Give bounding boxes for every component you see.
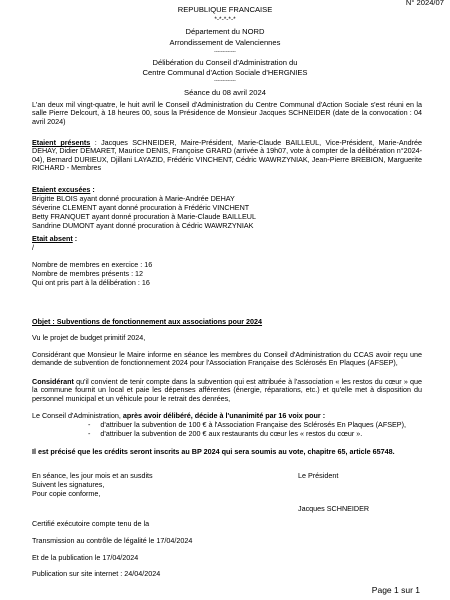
document-number: N° 2024/07 (405, 0, 444, 7)
bullet-item: - d'attribuer la subvention de 200 € aux restaurants du cœur les « restos du cœur ». (88, 429, 363, 438)
seance-date: Séance du 08 avril 2024 (184, 88, 266, 97)
presents-label: Etaient présents (32, 138, 91, 147)
budget-note: Il est précisé que les crédits seront inscrits au BP 2024 qui sera soumis au vote, chapitre 65, article 65748. (32, 447, 395, 456)
absent-heading: Etait absent : (32, 234, 78, 243)
header-title-2: Centre Communal d'Action Sociale d'HERGNIES (142, 68, 308, 77)
count-line: Qui ont pris part à la délibération : 16 (32, 278, 150, 287)
absent-label: Etait absent (32, 234, 73, 243)
closing-line-1: En séance, les jour mois et an susdits (32, 471, 153, 480)
count-line: Nombre de membres en exercice : 16 (32, 260, 153, 269)
absent-value: / (32, 243, 34, 252)
excuse-line: Sandrine DUMONT ayant donné procuration à Cédric WAWRZYNIAK (32, 221, 254, 230)
closing-line-2: Suivent les signatures, (32, 480, 105, 489)
decision-line: Le Conseil d'Administration, après avoir délibéré, décide à l'unanimité par 16 voix pour : (32, 411, 326, 420)
considerant-2-text: qu'il convient de tenir compte dans la subvention qui est attribuée à l'association « les restos du cœur » que la commune fournit un local et paie les dépenses afférentes (énergie, réparations, etc.) et qu'elle met à disposition du personnel municipal et un véhicule pour le retrait des denrées, (32, 377, 422, 403)
header-stars: *-*-*-*-* (214, 16, 236, 23)
cert-line-4: Publication sur site internet : 24/04/2024 (32, 569, 161, 578)
vu-line: Vu le projet de budget primitif 2024, (32, 333, 146, 342)
header-separator-1: ------------- (214, 49, 236, 55)
considerant-1: Considérant que Monsieur le Maire informe en séance les membres du Conseil d'Administration du CCAS avoir reçu une demande de subvention de fonctionnement 2024 pour l'Association Française des Sclérosés En Plaques (AFSEP), (32, 350, 422, 368)
header-separator-2: ------------- (214, 78, 236, 84)
considerant-2-label: Considérant (32, 377, 74, 386)
header-departement: Département du NORD (185, 27, 265, 36)
excuse-line: Séverine CLEMENT ayant donné procuration à Frédéric VINCHENT (32, 203, 250, 212)
page-footer: Page 1 sur 1 (371, 585, 420, 595)
closing-line-3: Pour copie conforme, (32, 489, 101, 498)
objet-heading: Objet : Subventions de fonctionnement aux associations pour 2024 (32, 317, 263, 326)
president-label: Le Président (298, 471, 339, 480)
excuses-label: Etaient excusées (32, 185, 91, 194)
header-title-1: Délibération du Conseil d'Administration du (152, 58, 298, 67)
considerant-2 (32, 378, 422, 403)
bullet-item: - d'attribuer la subvention de 100 € à l'Association Française des Sclérosés En Plaques (AFSEP), (88, 420, 406, 429)
presents-text: : Jacques SCHNEIDER, Maire-Président, Marie-Claude BAILLEUL, Vice-Président, Marie-Andrée DEHAY, Didier DEMARET, Maurice DENIS, Françoise GRARD (arrivée à 19h07, vote à compter de la délibération n°2024-04), Bernard DURIEUX, Djillani LAYAZID, Frédéric VINCHENT, Cédric WAWRZYNIAK, Jean-Pierre BREBION, Marguerite RICHARD - Membres (32, 138, 423, 172)
cert-line-3: Et de la publication le 17/04/2024 (32, 553, 139, 562)
president-name: Jacques SCHNEIDER (298, 504, 370, 513)
count-line: Nombre de membres présents : 12 (32, 269, 144, 278)
excuse-line: Betty FRANQUET ayant donné procuration à Marie-Claude BAILLEUL (32, 212, 256, 221)
cert-line-2: Transmission au contrôle de légalité le 17/04/2024 (32, 536, 193, 545)
presents-paragraph (32, 139, 422, 172)
intro-paragraph: L'an deux mil vingt-quatre, le huit avril le Conseil d'Administration du Centre Communal d'Action Sociale s'est réuni en la salle Pierre Delcourt, à 18 heures 00, sous la Présidence de Monsieur Jacques SCHNEIDER (date de la convocation : 04 avril 2024) (32, 100, 422, 126)
cert-line-1: Certifié exécutoire compte tenu de la (32, 519, 150, 528)
header-arrondissement: Arrondissement de Valenciennes (169, 38, 281, 47)
excuses-heading: Etaient excusées : (32, 185, 95, 194)
excuse-line: Brigitte BLOIS ayant donné procuration à Marie-Andrée DEHAY (32, 194, 235, 203)
header-republique: REPUBLIQUE FRANCAISE (177, 5, 273, 14)
